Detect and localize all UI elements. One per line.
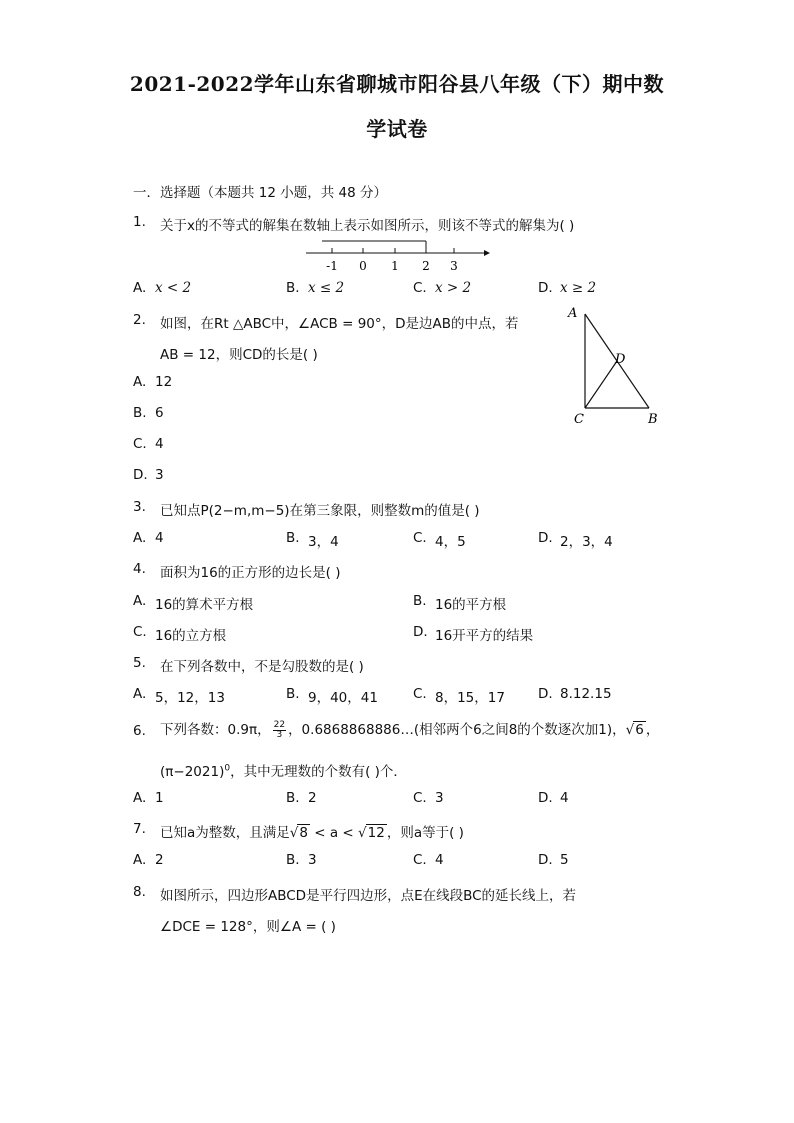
question-7-text: [160, 821, 464, 841]
q6-line2-text: (π−2021): [160, 764, 225, 780]
option-d-text: 8.12.15: [560, 686, 612, 702]
option-d-text: 2，3，4: [560, 534, 613, 550]
option-c-letter: C.: [413, 530, 427, 546]
question-2-line1: 如图，在Rt △ABC中，∠ACB = 90°，D是边AB的中点，若: [160, 316, 519, 332]
option-a-text: 1: [155, 790, 164, 806]
option-d-letter: D.: [538, 686, 553, 702]
radicand: 12: [367, 825, 385, 841]
option-c-letter: C.: [133, 624, 147, 640]
option-c-letter: C.: [413, 852, 427, 868]
q6-text-pre: 下列各数：0.9π，: [160, 722, 271, 738]
option-b-text: x ≤ 2: [308, 280, 345, 296]
option-b-text: 3: [308, 852, 317, 868]
question-8-number: 8.: [133, 884, 146, 900]
option-d-text: x ≥ 2: [560, 280, 597, 296]
question-5-number: 5.: [133, 655, 146, 671]
exponent: 0: [224, 763, 231, 774]
option-c-text: 4，5: [435, 534, 466, 550]
fraction-numerator: 22: [273, 719, 286, 730]
q6-text-mid: ，0.6868868886…(相邻两个6之间8的个数逐次加1)，√: [288, 722, 635, 738]
option-b-text: 2: [308, 790, 317, 806]
question-4-text: 面积为16的正方形的边长是( ): [160, 565, 341, 581]
option-a-letter: A.: [133, 686, 147, 702]
option-d-text: 3: [155, 467, 164, 483]
number-line-figure: [300, 236, 495, 276]
tick-label: 2: [422, 259, 430, 273]
option-b-letter: B.: [286, 530, 300, 546]
option-c-text: x > 2: [435, 280, 472, 296]
option-a-text: x < 2: [155, 280, 192, 296]
option-a-text: 16的算术平方根: [155, 597, 254, 613]
question-6-line2: [160, 760, 407, 780]
option-d-letter: D.: [538, 790, 553, 806]
option-c-letter: C.: [133, 436, 147, 452]
q7-text-mid: < a < √: [309, 825, 367, 841]
option-a-letter: A.: [133, 852, 147, 868]
option-d-text: 16开平方的结果: [435, 628, 534, 644]
fraction-denominator: 3: [276, 729, 283, 740]
q6-text-end: ，: [645, 722, 660, 738]
option-c-text: 8，15，17: [435, 690, 505, 706]
option-b-letter: B.: [286, 686, 300, 702]
triangle-figure: [565, 302, 665, 430]
vertex-label-a: A: [568, 306, 578, 321]
question-1-number: 1.: [133, 214, 146, 230]
question-6-line1: [160, 716, 659, 744]
option-a-letter: A.: [133, 530, 147, 546]
radicand: 8: [299, 825, 308, 841]
option-a-letter: A.: [133, 593, 147, 609]
option-b-text: 6: [155, 405, 164, 421]
question-2-number: 2.: [133, 312, 146, 328]
option-d-letter: D.: [538, 852, 553, 868]
option-c-text: 3: [435, 790, 444, 806]
radicand: 6: [635, 722, 644, 738]
tick-label: 0: [359, 259, 367, 273]
option-c-letter: C.: [413, 790, 427, 806]
option-b-text: 9，40，41: [308, 690, 378, 706]
option-d-text: 5: [560, 852, 569, 868]
option-b-letter: B.: [286, 790, 300, 806]
option-b-letter: B.: [286, 852, 300, 868]
option-d-letter: D.: [538, 530, 553, 546]
page-title-line2: 学试卷: [366, 117, 428, 141]
option-a-text: 5，12，13: [155, 690, 225, 706]
option-a-letter: A.: [133, 790, 147, 806]
vertex-label-c: C: [574, 412, 584, 427]
question-6-number: 6.: [133, 723, 146, 739]
option-d-letter: D.: [133, 467, 148, 483]
option-b-letter: B.: [286, 280, 300, 296]
option-d-letter: D.: [413, 624, 428, 640]
question-4-number: 4.: [133, 561, 146, 577]
section-heading: 一．选择题（本题共 12 小题，共 48 分）: [133, 185, 388, 201]
question-2-line2: AB = 12，则CD的长是( ): [160, 347, 318, 363]
tick-label: 3: [450, 259, 458, 273]
option-d-letter: D.: [538, 280, 553, 296]
option-b-letter: B.: [413, 593, 427, 609]
question-8-line2: ∠DCE = 128°，则∠A = ( ): [160, 919, 336, 935]
question-3-text: 已知点P(2−m,m−5)在第三象限，则整数m的值是( ): [160, 503, 480, 519]
question-1-text: 关于x的不等式的解集在数轴上表示如图所示，则该不等式的解集为( ): [160, 218, 575, 234]
question-3-number: 3.: [133, 499, 146, 515]
q6-line2-end: ，其中无理数的个数有( )个．: [230, 764, 407, 780]
q7-text-end: ，则a等于( ): [386, 825, 464, 841]
option-c-letter: C.: [413, 686, 427, 702]
option-a-letter: A.: [133, 374, 147, 390]
option-b-text: 16的平方根: [435, 597, 507, 613]
question-7-number: 7.: [133, 821, 146, 837]
option-c-letter: C.: [413, 280, 427, 296]
tick-label: -1: [326, 259, 338, 273]
option-b-letter: B.: [133, 405, 147, 421]
page-title-line1: 2021-2022学年山东省聊城市阳谷县八年级（下）期中数: [129, 72, 665, 96]
fraction: [273, 721, 286, 740]
question-5-text: 在下列各数中，不是勾股数的是( ): [160, 659, 364, 675]
tick-label: 1: [391, 259, 399, 273]
option-b-text: 3，4: [308, 534, 339, 550]
q7-text-pre: 已知a为整数，且满足√: [160, 825, 299, 841]
option-c-text: 16的立方根: [155, 628, 227, 644]
option-d-text: 4: [560, 790, 569, 806]
option-a-text: 4: [155, 530, 164, 546]
option-a-letter: A.: [133, 280, 147, 296]
option-c-text: 4: [435, 852, 444, 868]
option-a-text: 2: [155, 852, 164, 868]
option-a-text: 12: [155, 374, 173, 390]
question-8-line1: 如图所示，四边形ABCD是平行四边形，点E在线段BC的延长线上，若: [160, 888, 577, 904]
vertex-label-b: B: [648, 412, 658, 427]
option-c-text: 4: [155, 436, 164, 452]
vertex-label-d: D: [615, 352, 626, 367]
